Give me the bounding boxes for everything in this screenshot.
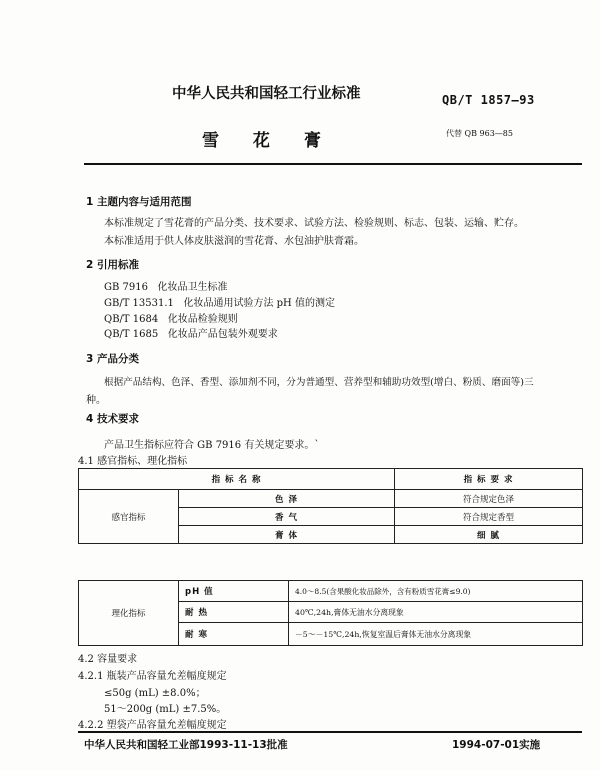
table-row [79,490,583,508]
reference-item [104,278,228,293]
capacity-tolerance-line-1: ≤50g (mL) ±8.0%； [104,688,206,699]
table-header-row [79,469,583,490]
replaces-standard: 代替 QB 963—85 [446,129,513,138]
indicator-name: 耐 寒 [179,623,289,646]
indicator-requirement: 细 腻 [395,526,583,544]
indicator-name-header: 指 标 名 称 [79,469,395,490]
reference-name: 化妆品通用试验方法 pH 值的测定 [183,298,335,309]
indicator-name: 耐 热 [179,602,289,623]
indicator-name: 香 气 [179,508,395,526]
section-4-heading: 4 技术要求 [86,413,139,425]
section-1-para-2: 本标准适用于供人体皮肤滋润的雪花膏、水包油护肤膏霜。 [104,236,364,247]
subsection-4-2-heading: 4.2 容量要求 [78,654,138,665]
section-2-heading: 2 引用标准 [86,259,139,271]
indicator-name: 膏 体 [179,526,395,544]
indicator-requirement: 符合规定香型 [395,508,583,526]
reference-code: QB/T 1684 [104,314,159,325]
physicochemical-group-label: 理化指标 [79,581,179,646]
indicator-requirement: 符合规定色泽 [395,490,583,508]
capacity-tolerance-line-2: 51～200g (mL) ±7.5%。 [104,704,227,715]
subsection-4-1-heading: 4.1 感官指标、理化指标 [78,456,188,467]
section-3-para-line-2: 种。 [86,395,106,406]
indicator-name: 色 泽 [179,490,395,508]
physicochemical-indicator-table [78,580,583,646]
indicator-requirement: 40℃,24h,膏体无油水分离现象 [289,602,583,623]
reference-name: 化妆品检验规则 [167,314,238,325]
indicator-requirement: －5～－15℃,24h,恢复室温后膏体无油水分离现象 [289,623,583,646]
table-row [79,581,583,602]
subsection-4-2-1-heading: 4.2.1 瓶装产品容量允差幅度规定 [78,671,227,682]
reference-name: 化妆品产品包装外观要求 [167,329,278,340]
effective-date: 1994-07-01实施 [452,739,541,751]
reference-code: GB 7916 [104,282,148,293]
section-1-heading: 1 主题内容与适用范围 [86,196,192,208]
issuing-authority-title: 中华人民共和国轻工行业标准 [172,86,361,102]
reference-item [104,294,335,309]
section-4-para: 产品卫生指标应符合 GB 7916 有关规定要求。` [104,440,320,451]
indicator-name: pH 值 [179,581,289,602]
section-3-heading: 3 产品分类 [86,353,139,365]
indicator-requirement-header: 指 标 要 求 [395,469,583,490]
sensory-indicator-table [78,468,583,544]
subsection-4-2-2-heading: 4.2.2 塑袋产品容量允差幅度规定 [78,720,227,731]
header-rule [84,163,582,165]
reference-item [104,325,278,340]
section-1-para-1: 本标准规定了雪花膏的产品分类、技术要求、试验方法、检验规则、标志、包装、运输、贮存。 [104,218,524,229]
approval-statement: 中华人民共和国轻工业部1993-11-13批准 [84,739,288,751]
indicator-requirement: 4.0～8.5(含果酸化妆品除外，含有粉质雪花膏≤9.0) [289,581,583,602]
product-title: 雪 花 膏 [202,131,335,151]
reference-code: QB/T 1685 [104,329,159,340]
section-3-para-line-1: 根据产品结构、色泽、香型、添加剂不同，分为普通型、营养型和辅助功效型(增白、粉质、磨面等)三 [104,377,534,388]
reference-name: 化妆品卫生标准 [157,282,228,293]
standard-number: QB/T 1857—93 [442,93,535,107]
sensory-group-label: 感官指标 [79,490,179,544]
reference-code: GB/T 13531.1 [104,298,174,309]
reference-item [104,310,238,325]
footer-rule [78,731,582,733]
